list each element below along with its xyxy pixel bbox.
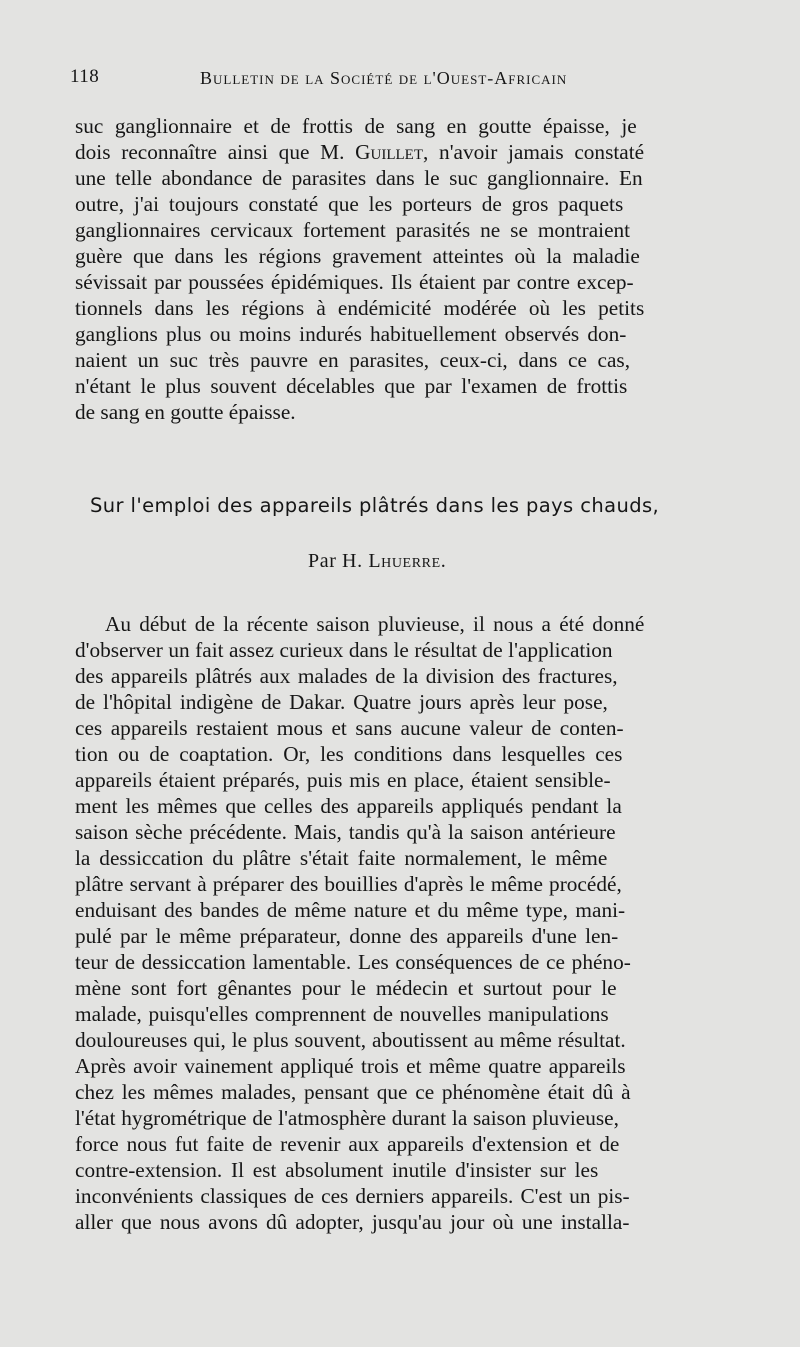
text-line: force nous fut faite de revenir aux appareils d'extension et de	[75, 1132, 620, 1156]
byline	[308, 550, 446, 573]
text-line: de l'hôpital indigène de Dakar. Quatre jours après leur pose,	[75, 690, 608, 714]
text-line: inconvénients classiques de ces derniers appareils. C'est un pis-	[75, 1184, 630, 1208]
author-name: Guillet	[355, 140, 423, 164]
text-line: chez les mêmes malades, pensant que ce phénomène était dû à	[75, 1080, 631, 1104]
text-line: teur de dessiccation lamentable. Les conséquences de ce phéno-	[75, 950, 631, 974]
text-line: de sang en goutte épaisse.	[75, 400, 296, 424]
text-line: d'observer un fait assez curieux dans le résultat de l'application	[75, 638, 613, 662]
text-line: l'état hygrométrique de l'atmosphère durant la saison pluvieuse,	[75, 1106, 619, 1130]
text-line	[75, 140, 644, 166]
text-line: malade, puisqu'elles comprennent de nouvelles manipulations	[75, 1002, 609, 1026]
text-line: douloureuses qui, le plus souvent, aboutissent au même résultat.	[75, 1028, 626, 1052]
text-line: naient un suc très pauvre en parasites, ceux-ci, dans ce cas,	[75, 348, 631, 372]
byline-author: Lhuerre.	[368, 550, 447, 572]
text-line: n'étant le plus souvent décelables que par l'examen de frottis	[75, 374, 628, 398]
text-line: tionnels dans les régions à endémicité modérée où les petits	[75, 296, 645, 320]
text-line-segment: , n'avoir jamais constaté	[423, 140, 645, 164]
text-line: tion ou de coaptation. Or, les conditions dans lesquelles ces	[75, 742, 623, 766]
text-line: ganglionnaires cervicaux fortement parasités ne se montraient	[75, 218, 631, 242]
text-line: plâtre servant à préparer des bouillies d'après le même procédé,	[75, 872, 622, 896]
text-line: pulé par le même préparateur, donne des appareils d'une len-	[75, 924, 619, 948]
running-head: Bulletin de la Société de l'Ouest-Africain	[200, 68, 568, 88]
text-line: enduisant des bandes de même nature et du même type, mani-	[75, 898, 626, 922]
article-title: Sur l'emploi des appareils plâtrés dans les pays chauds,	[90, 494, 660, 517]
text-line: ment les mêmes que celles des appareils appliqués pendant la	[75, 794, 622, 818]
text-line: saison sèche précédente. Mais, tandis qu'à la saison antérieure	[75, 820, 616, 844]
text-line: des appareils plâtrés aux malades de la division des fractures,	[75, 664, 618, 688]
text-line: aller que nous avons dû adopter, jusqu'au jour où une installa-	[75, 1210, 630, 1234]
text-line: guère que dans les régions gravement atteintes où la maladie	[75, 244, 640, 268]
text-line: ganglions plus ou moins indurés habituellement observés don-	[75, 322, 627, 346]
text-line: outre, j'ai toujours constaté que les porteurs de gros paquets	[75, 192, 624, 216]
text-line: ces appareils restaient mous et sans aucune valeur de conten-	[75, 716, 624, 740]
text-line: contre-extension. Il est absolument inutile d'insister sur les	[75, 1158, 599, 1182]
text-line: la dessiccation du plâtre s'était faite normalement, le même	[75, 846, 608, 870]
text-line: mène sont fort gênantes pour le médecin et surtout pour le	[75, 976, 617, 1000]
byline-prefix: Par H.	[308, 550, 369, 572]
text-line: une telle abondance de parasites dans le suc ganglionnaire. En	[75, 166, 643, 190]
text-line: appareils étaient préparés, puis mis en place, étaient sensible-	[75, 768, 611, 792]
text-line-segment: dois reconnaître ainsi que M.	[75, 140, 356, 164]
text-line: sévissait par poussées épidémiques. Ils étaient par contre excep-	[75, 270, 634, 294]
page-number: 118	[70, 66, 100, 87]
text-line: Après avoir vainement appliqué trois et même quatre appareils	[75, 1054, 626, 1078]
text-line: Au début de la récente saison pluvieuse, il nous a été donné	[105, 612, 645, 636]
text-line: suc ganglionnaire et de frottis de sang en goutte épaisse, je	[75, 114, 637, 138]
